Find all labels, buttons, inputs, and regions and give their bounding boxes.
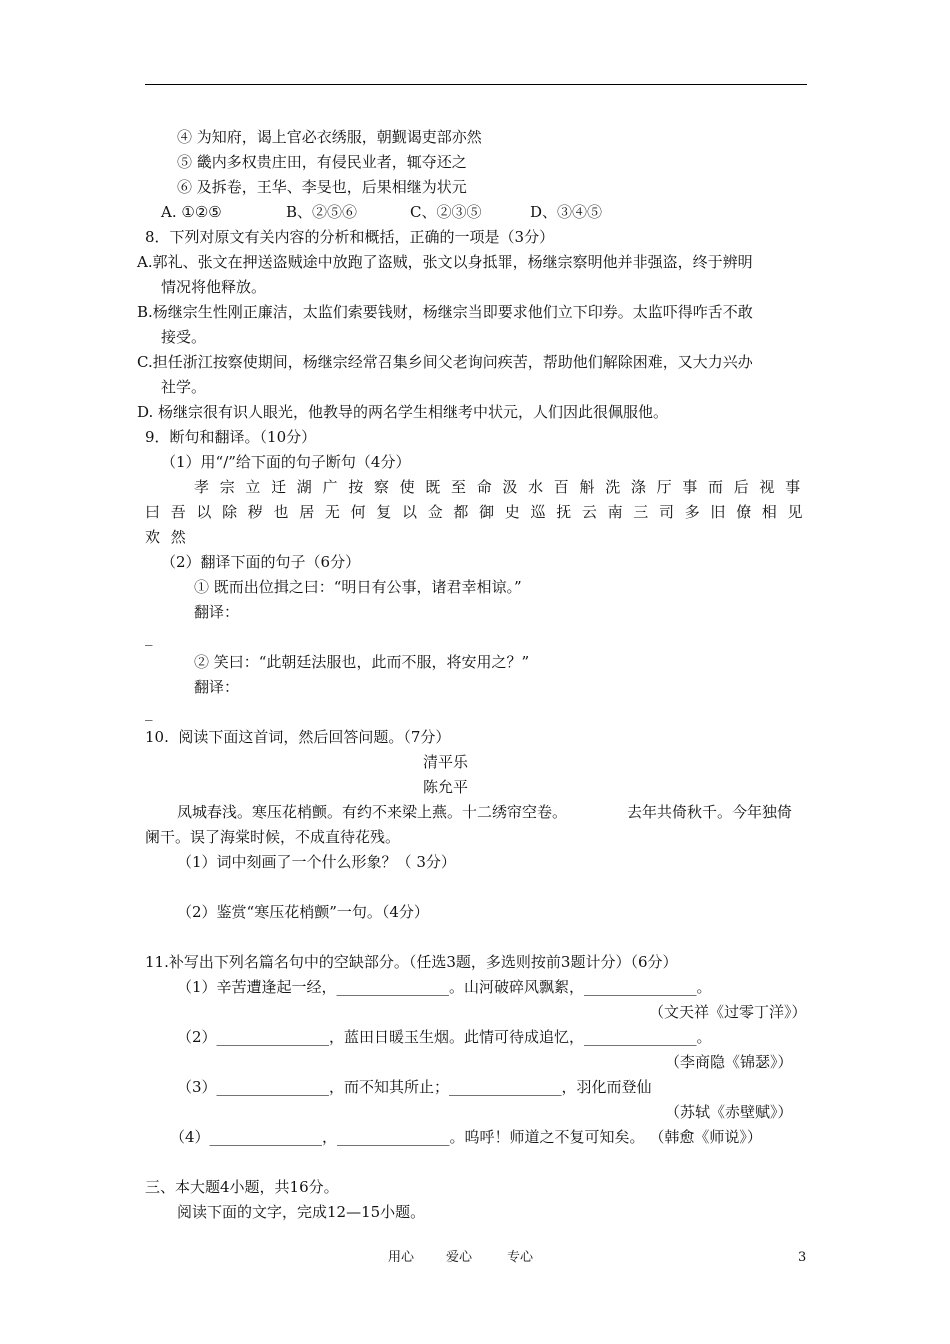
q8-option-a-line2: 情况将他释放。 xyxy=(161,278,267,296)
q11-item1: （1）辛苦遭逢起一经，_______________。山河破碎风飘絮，_______________。 xyxy=(177,978,712,996)
q11-item3-source: （苏轼《赤壁赋》） xyxy=(665,1103,793,1121)
footer-word-2: 爱心 xyxy=(446,1250,473,1265)
q11-item1-source: （文天祥《过零丁洋》） xyxy=(649,1003,807,1021)
q9-answer-blank-2: _ xyxy=(145,703,153,721)
poem-line2: 阑干。误了海棠时候，不成直待花残。 xyxy=(145,828,401,846)
q9-stem: 9．断句和翻译。（10分） xyxy=(145,428,317,446)
poem-author: 陈允平 xyxy=(423,778,469,796)
q10-part2: （2）鉴赏“寒压花梢颤”一句。（4分） xyxy=(177,903,429,921)
q7-option-a: A. ①②⑤ xyxy=(161,203,222,221)
poem-line1-part1: 凤城春浅。寒压花梢颤。有约不来梁上燕。十二绣帘空卷。 xyxy=(177,803,568,821)
q7-choice-5: ⑤ 畿内多权贵庄田，有侵民业者，辄夺还之 xyxy=(177,153,467,171)
q11-item3: （3）_______________，而不知其所止；_______________，羽化而登仙 xyxy=(177,1078,652,1096)
q9-part2-instruction: （2）翻译下面的句子（6分） xyxy=(161,553,361,571)
q9-passage-line3: 欢然 xyxy=(145,528,197,546)
header-rule xyxy=(145,84,807,85)
q9-passage-line1: 孝宗立迁湖广按察使既至命汲水百斛洗涤厅事而后视事 xyxy=(194,478,811,496)
q9-sentence-1: ① 既而出位揖之曰：“明日有公事，诸君幸相谅。” xyxy=(194,578,522,596)
footer-word-1: 用心 xyxy=(388,1250,415,1265)
q9-translate-label-2: 翻译： xyxy=(194,678,240,696)
section-3-heading: 三、本大题4小题，共16分。 xyxy=(145,1178,339,1196)
q8-option-c-line2: 社学。 xyxy=(161,378,207,396)
q11-item2-source: （李商隐《锦瑟》） xyxy=(665,1053,793,1071)
q11-stem: 11.补写出下列名篇名句中的空缺部分。（任选3题，多选则按前3题计分）（6分） xyxy=(145,953,678,971)
q9-passage-line2: 曰吾以除秽也居无何复以佥都御史巡抚云南三司多旧僚相见 xyxy=(145,503,814,521)
q7-option-b: B、②⑤⑥ xyxy=(286,203,358,221)
q10-part1: （1）词中刻画了一个什么形象？（ 3分） xyxy=(177,853,456,871)
q8-option-d: D. 杨继宗很有识人眼光，他教导的两名学生相继考中状元，人们因此很佩服他。 xyxy=(137,403,669,421)
q11-item4: （4）_______________，_______________。呜呼！师道之不复可知矣。 （韩愈《师说》） xyxy=(170,1128,762,1146)
q8-option-a-line1: A.郭礼、张文在押送盗贼途中放跑了盗贼，张文以身抵罪，杨继宗察明他并非强盗，终于辨明 xyxy=(137,253,753,271)
q8-option-b-line2: 接受。 xyxy=(161,328,207,346)
q7-choice-4: ④ 为知府，谒上官必衣绣服，朝觐谒吏部亦然 xyxy=(177,128,482,146)
q9-part1-instruction: （1）用“/”给下面的句子断句（4分） xyxy=(161,453,411,471)
poem-title: 清平乐 xyxy=(423,753,469,771)
q9-translate-label-1: 翻译： xyxy=(194,603,240,621)
q8-option-b-line1: B.杨继宗生性刚正廉洁，太监们索要钱财，杨继宗当即要求他们立下印券。太监吓得咋舌不敢 xyxy=(137,303,753,321)
q8-stem: 8．下列对原文有关内容的分析和概括，正确的一项是（3分） xyxy=(145,228,555,246)
q7-option-d: D、③④⑤ xyxy=(530,203,603,221)
section-3-instruction: 阅读下面的文字，完成12—15小题。 xyxy=(177,1203,426,1221)
q9-sentence-2: ② 笑曰：“此朝廷法服也，此而不服，将安用之？” xyxy=(194,653,530,671)
q7-option-c: C、②③⑤ xyxy=(410,203,482,221)
poem-line1-part2: 去年共倚秋千。今年独倚 xyxy=(627,803,793,821)
q9-answer-blank-1: _ xyxy=(145,628,153,646)
footer-word-3: 专心 xyxy=(507,1250,534,1265)
q7-choice-6: ⑥ 及拆卷，王华、李旻也，后果相继为状元 xyxy=(177,178,467,196)
q10-stem: 10. 阅读下面这首词，然后回答问题。（7分） xyxy=(145,728,451,746)
q11-item2: （2）_______________，蓝田日暖玉生烟。此情可待成追忆，_______________。 xyxy=(177,1028,712,1046)
q8-option-c-line1: C.担任浙江按察使期间，杨继宗经常召集乡间父老询问疾苦，帮助他们解除困难，又大力兴办 xyxy=(137,353,753,371)
page-number: 3 xyxy=(798,1250,807,1265)
